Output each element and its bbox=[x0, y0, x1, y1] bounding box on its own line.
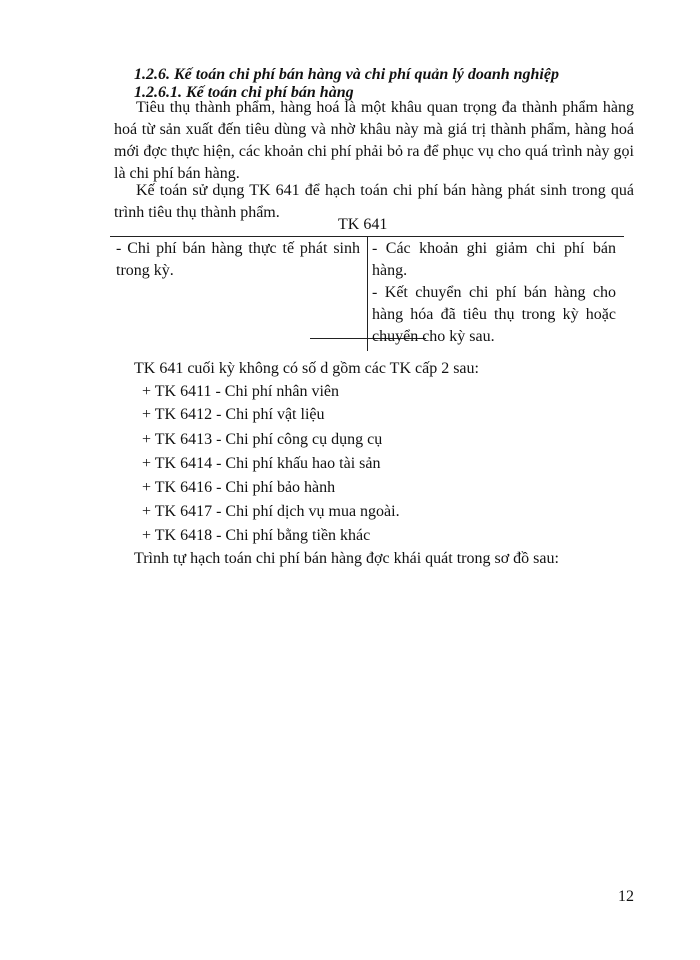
subsection-heading: 1.2.6.1. Kế toán chi phí bán hàng bbox=[134, 84, 354, 101]
t-account-credit-item: - Các khoản ghi giảm chi phí bán hàng. bbox=[372, 240, 616, 279]
subaccount-item: + TK 6417 - Chi phí dịch vụ mua ngoài. bbox=[142, 503, 400, 520]
t-account-title: TK 641 bbox=[338, 216, 388, 233]
page-number: 12 bbox=[618, 888, 634, 905]
subaccount-item: + TK 6416 - Chi phí bảo hành bbox=[142, 479, 336, 496]
subaccount-item: + TK 6414 - Chi phí khấu hao tài sản bbox=[142, 455, 381, 472]
t-account-debit: - Chi phí bán hàng thực tế phát sinh trong kỳ. bbox=[116, 240, 360, 279]
closing-line: Trình tự hạch toán chi phí bán hàng đợc khái quát trong sơ đồ sau: bbox=[134, 550, 559, 567]
subaccounts-intro: TK 641 cuối kỳ không có số d gồm các TK cấp 2 sau: bbox=[134, 360, 479, 377]
t-account-credit-item: - Kết chuyển chi phí bán hàng cho hàng hóa đã tiêu thụ trong kỳ hoặc chuyển cho kỳ sau. bbox=[372, 284, 616, 345]
paragraph-intro: Tiêu thụ thành phẩm, hàng hoá là một khâu quan trọng đa thành phẩm hàng hoá từ sản xuất đến tiêu dùng và nhờ khâu này mà giá trị thành phẩm, hàng hoá mới đợc thực hiện, các khoản chi phí phải bỏ ra để phục vụ cho quá trình này gọi là chi phí bán hàng. bbox=[114, 99, 634, 182]
section-heading: 1.2.6. Kế toán chi phí bán hàng và chi phí quản lý doanh nghiệp bbox=[134, 66, 559, 83]
paragraph-account-usage: Kế toán sử dụng TK 641 để hạch toán chi phí bán hàng phát sinh trong quá trình tiêu thụ thành phẩm. bbox=[114, 182, 634, 221]
t-account-divider bbox=[367, 236, 368, 351]
subaccount-item: + TK 6411 - Chi phí nhân viên bbox=[142, 383, 340, 400]
subaccount-item: + TK 6412 - Chi phí vật liệu bbox=[142, 406, 325, 423]
subaccount-item: + TK 6413 - Chi phí công cụ dụng cụ bbox=[142, 431, 383, 448]
subaccount-item: + TK 6418 - Chi phí bằng tiền khác bbox=[142, 527, 371, 544]
t-account-credit bbox=[372, 238, 616, 348]
